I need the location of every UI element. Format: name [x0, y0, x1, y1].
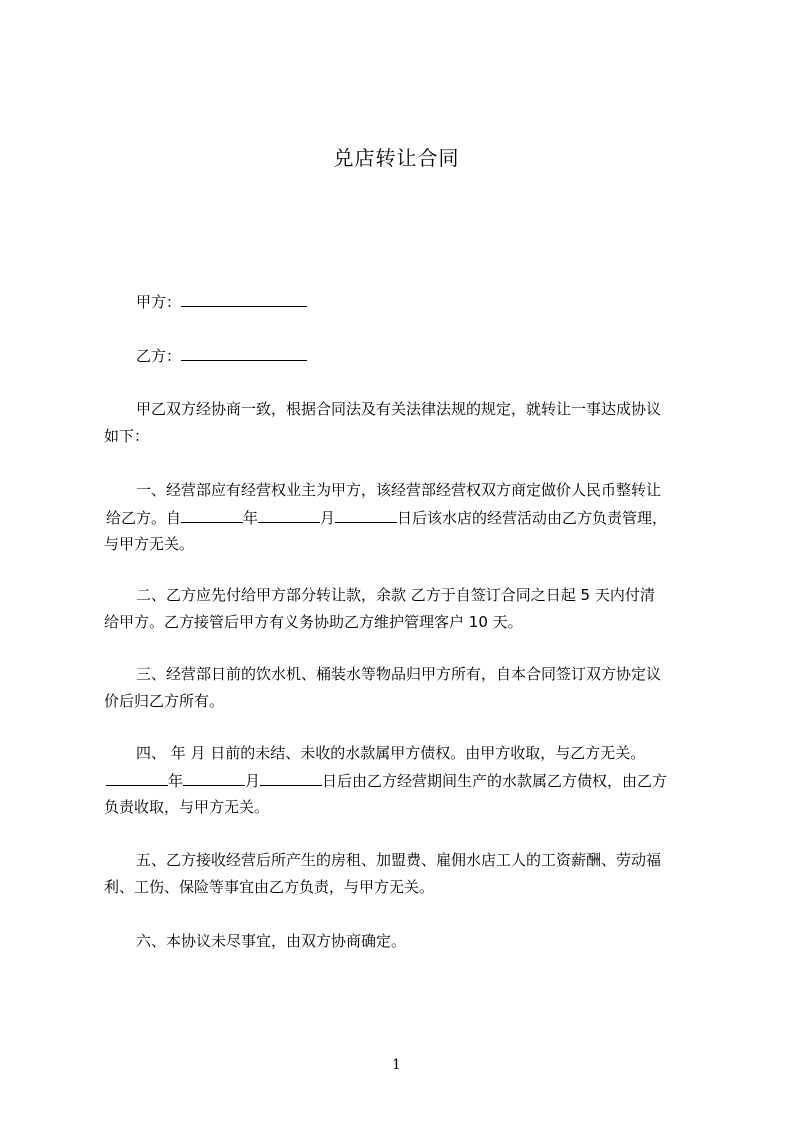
party-a-label: 甲方：	[136, 293, 182, 311]
clause1-day-blank[interactable]	[335, 507, 397, 523]
clause1-line-1: 一、经营部应有经营权业主为甲方，该经营部经营权双方商定做价人民币整转让	[136, 481, 662, 499]
clause2-line-2: 给甲方。乙方接管后甲方有义务协助乙方维护管理客户 10 天。	[104, 613, 523, 631]
clause3-line-1: 三、经营部日前的饮水机、桶装水等物品归甲方所有，自本合同签订双方协定议	[136, 665, 662, 683]
clause4-year-blank[interactable]	[106, 770, 168, 786]
page-number: 1	[392, 1057, 401, 1073]
intro-line-2: 如下：	[104, 427, 150, 445]
clause1-month-blank[interactable]	[258, 507, 320, 523]
party-a-line	[136, 291, 736, 312]
clause2-line-1: 二、乙方应先付给甲方部分转让款，余款 乙方于自签订合同之日起 5 天内付清	[136, 586, 655, 604]
clause1-month-label: 月	[320, 509, 336, 527]
clause4-line-3: 负责收取，与甲方无关。	[104, 798, 270, 816]
party-b-line	[136, 345, 736, 366]
clause4-month-label: 月	[245, 772, 261, 790]
clause4-month-blank[interactable]	[183, 770, 245, 786]
clause1-prefix: 给乙方。自	[106, 509, 182, 527]
clause4-year-label: 年	[168, 772, 184, 790]
party-b-blank[interactable]	[181, 345, 307, 361]
clause5-line-1: 五、乙方接收经营后所产生的房租、加盟费、雇佣水店工人的工资薪酬、劳动福	[136, 851, 662, 869]
clause3-line-2: 价后归乙方所有。	[104, 692, 225, 710]
clause4-day-blank[interactable]	[260, 770, 322, 786]
clause4-line-1: 四、 年 月 日前的未结、未收的水款属甲方债权。由甲方收取，与乙方无关。	[136, 744, 646, 762]
clause6-line-1: 六、本协议未尽事宜，由双方协商确定。	[136, 932, 407, 950]
document-title: 兑店转让合同	[333, 146, 460, 170]
clause4-suffix: 日后由乙方经营期间生产的水款属乙方债权，由乙方	[322, 772, 668, 790]
party-a-blank[interactable]	[181, 291, 307, 307]
clause1-line-3: 与甲方无关。	[104, 535, 195, 553]
clause1-suffix: 日后该水店的经营活动由乙方负责管理，	[397, 509, 668, 527]
intro-line-1: 甲乙双方经协商一致，根据合同法及有关法律法规的规定，就转让一事达成协议	[136, 400, 662, 418]
clause5-line-2: 利、工伤、保险等事宜由乙方负责，与甲方无关。	[104, 878, 435, 896]
clause4-line-2	[106, 770, 706, 791]
party-b-label: 乙方：	[136, 347, 182, 365]
clause1-line-2	[106, 507, 706, 528]
clause1-year-blank[interactable]	[181, 507, 243, 523]
clause1-year-label: 年	[243, 509, 259, 527]
